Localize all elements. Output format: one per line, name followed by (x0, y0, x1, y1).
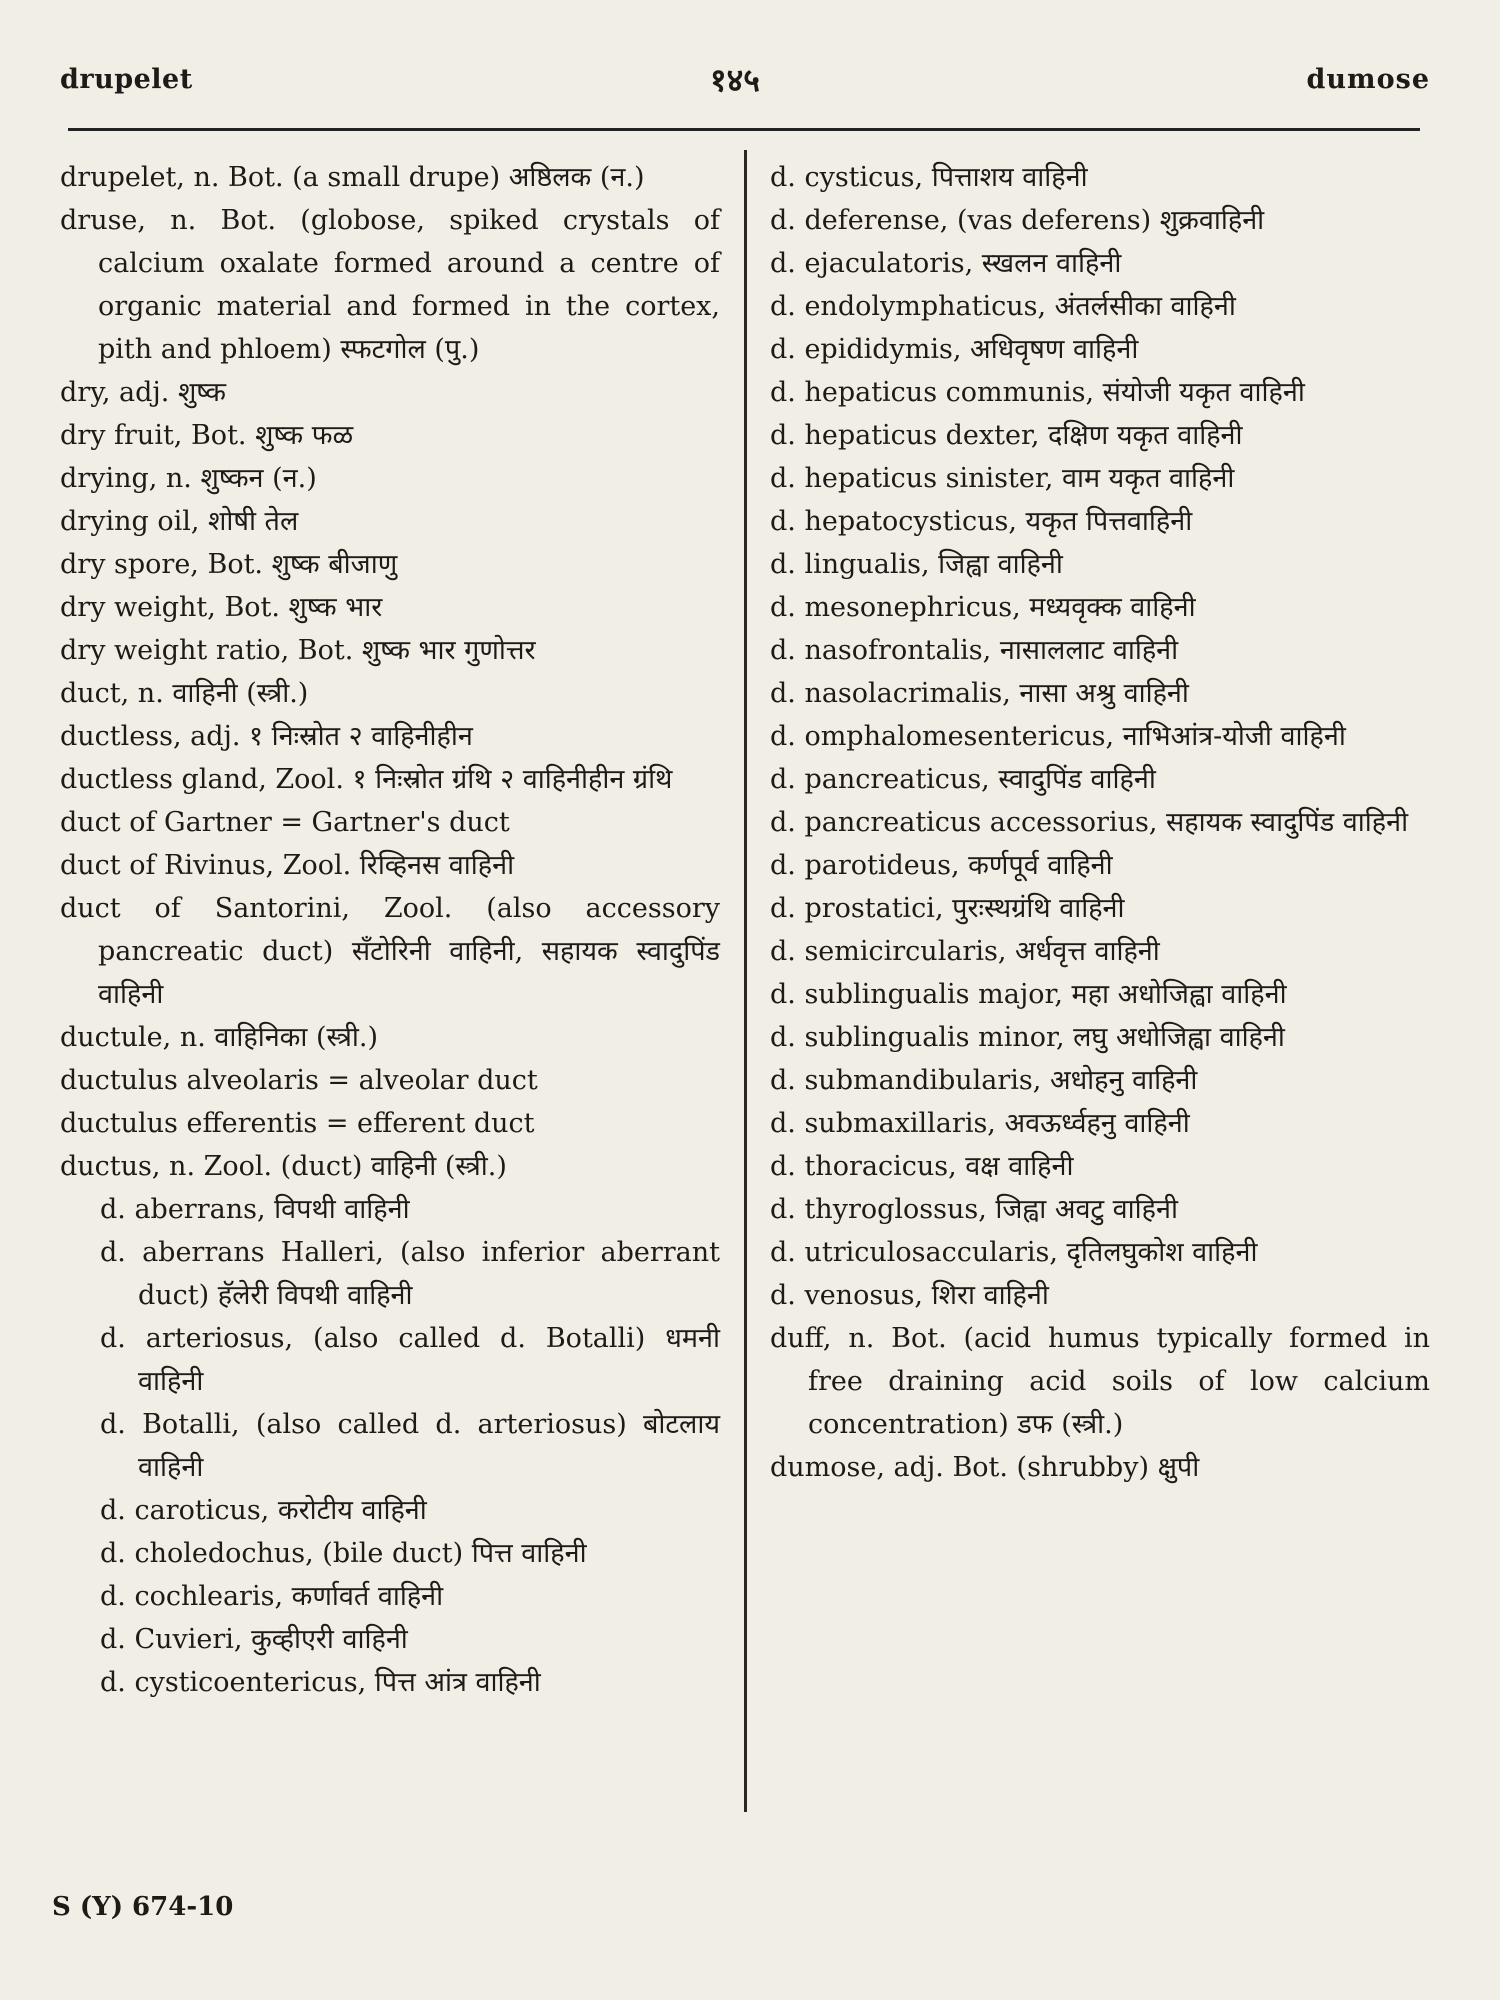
header-rule (68, 128, 1420, 131)
entry: duff, n. Bot. (acid humus typically formed in free draining acid soils of low calcium concentration) डफ (स्त्री.) (770, 1323, 1430, 1440)
sub-entry: d. cysticoentericus, पित्त आंत्र वाहिनी (100, 1667, 541, 1698)
sub-entry: d. thoracicus, वक्ष वाहिनी (770, 1151, 1074, 1182)
sub-entry: d. nasolacrimalis, नासा अश्रु वाहिनी (770, 678, 1189, 709)
entry: ductless, adj. १ निःस्रोत २ वाहिनीहीन (60, 721, 473, 752)
sub-entry: d. hepaticus communis, संयोजी यकृत वाहिनी (770, 377, 1305, 408)
sub-entry: d. pancreaticus, स्वादुपिंड वाहिनी (770, 764, 1156, 795)
entry: duct, n. वाहिनी (स्त्री.) (60, 678, 309, 709)
entry: dry, adj. शुष्क (60, 377, 227, 408)
sub-entry: d. deferense, (vas deferens) शुक्रवाहिनी (770, 205, 1265, 236)
sub-entry: d. submaxillaris, अवऊर्ध्वहनु वाहिनी (770, 1108, 1190, 1139)
sub-entry: d. choledochus, (bile duct) पित्त वाहिनी (100, 1538, 587, 1569)
entry: drying oil, शोषी तेल (60, 506, 299, 537)
left-column (60, 156, 720, 1704)
sub-entry: d. ejaculatoris, स्खलन वाहिनी (770, 248, 1122, 279)
entry: duct of Santorini, Zool. (also accessory pancreatic duct) सँटोरिनी वाहिनी, सहायक स्वादुपिंड वाहिनी (60, 893, 720, 1010)
page-number: १४५ (710, 61, 760, 99)
sub-entry: d. parotideus, कर्णपूर्व वाहिनी (770, 850, 1113, 881)
entry: ductulus alveolaris = alveolar duct (60, 1065, 538, 1096)
sub-entry: d. arteriosus, (also called d. Botalli) धमनी वाहिनी (100, 1323, 720, 1397)
sub-entry: d. aberrans, विपथी वाहिनी (100, 1194, 410, 1225)
sub-entry: d. lingualis, जिह्वा वाहिनी (770, 549, 1063, 580)
sub-entry: d. venosus, शिरा वाहिनी (770, 1280, 1049, 1311)
entry: dry spore, Bot. शुष्क बीजाणु (60, 549, 398, 580)
entry: duct of Rivinus, Zool. रिव्हिनस वाहिनी (60, 850, 515, 881)
printer-code: S (Y) 674-10 (52, 1892, 234, 1922)
entry: drying, n. शुष्कन (न.) (60, 463, 317, 494)
sub-entry: d. caroticus, करोटीय वाहिनी (100, 1495, 427, 1526)
sub-entry: d. thyroglossus, जिह्वा अवटु वाहिनी (770, 1194, 1178, 1225)
entry: duct of Gartner = Gartner's duct (60, 807, 510, 838)
sub-entry: d. submandibularis, अधोहनु वाहिनी (770, 1065, 1198, 1096)
column-divider (744, 150, 747, 1812)
sub-entry: d. semicircularis, अर्धवृत्त वाहिनी (770, 936, 1160, 967)
sub-entry: d. cysticus, पित्ताशय वाहिनी (770, 162, 1088, 193)
sub-entry: d. pancreaticus accessorius, सहायक स्वादुपिंड वाहिनी (770, 807, 1409, 838)
entry: ductule, n. वाहिनिका (स्त्री.) (60, 1022, 379, 1053)
entry: ductless gland, Zool. १ निःस्रोत ग्रंथि २ वाहिनीहीन ग्रंथि (60, 764, 673, 795)
sub-entry: d. cochlearis, कर्णावर्त वाहिनी (100, 1581, 444, 1612)
sub-entry: d. omphalomesentericus, नाभिआंत्र-योजी वाहिनी (770, 721, 1346, 752)
sub-entry: d. hepaticus sinister, वाम यकृत वाहिनी (770, 463, 1235, 494)
right-column (770, 156, 1430, 1489)
sub-entry: d. Cuvieri, कुव्हीएरी वाहिनी (100, 1624, 408, 1655)
entry: drupelet, n. Bot. (a small drupe) अष्ठिलक (न.) (60, 162, 645, 193)
sub-entry: d. sublingualis major, महा अधोजिह्वा वाहिनी (770, 979, 1287, 1010)
sub-entry: d. utriculosaccularis, दृतिलघुकोश वाहिनी (770, 1237, 1258, 1268)
sub-entry: d. sublingualis minor, लघु अधोजिह्वा वाहिनी (770, 1022, 1285, 1053)
entry: ductus, n. Zool. (duct) वाहिनी (स्त्री.) (60, 1151, 507, 1182)
sub-entry: d. Botalli, (also called d. arteriosus) बोटलाय वाहिनी (100, 1409, 720, 1483)
entry: druse, n. Bot. (globose, spiked crystals of calcium oxalate formed around a centre of organic material and formed in the cortex, pith and phloem) स्फटगोल (पु.) (60, 205, 720, 365)
entry: dry weight ratio, Bot. शुष्क भार गुणोत्तर (60, 635, 536, 666)
sub-entry: d. endolymphaticus, अंतर्लसीका वाहिनी (770, 291, 1236, 322)
entry: dry fruit, Bot. शुष्क फळ (60, 420, 354, 451)
entry: ductulus efferentis = efferent duct (60, 1108, 535, 1139)
sub-entry: d. aberrans Halleri, (also inferior aberrant duct) हॅलेरी विपथी वाहिनी (100, 1237, 720, 1311)
entry: dumose, adj. Bot. (shrubby) क्षुपी (770, 1452, 1200, 1483)
sub-entry: d. nasofrontalis, नासाललाट वाहिनी (770, 635, 1179, 666)
sub-entry: d. hepaticus dexter, दक्षिण यकृत वाहिनी (770, 420, 1243, 451)
entry: dry weight, Bot. शुष्क भार (60, 592, 383, 623)
page-header (60, 58, 1430, 108)
sub-entry: d. epididymis, अधिवृषण वाहिनी (770, 334, 1139, 365)
header-last-word: dumose (1306, 64, 1430, 95)
header-first-word: drupelet (60, 64, 193, 95)
sub-entry: d. mesonephricus, मध्यवृक्क वाहिनी (770, 592, 1196, 623)
sub-entry: d. hepatocysticus, यकृत पित्तवाहिनी (770, 506, 1193, 537)
sub-entry: d. prostatici, पुरःस्थग्रंथि वाहिनी (770, 893, 1125, 924)
